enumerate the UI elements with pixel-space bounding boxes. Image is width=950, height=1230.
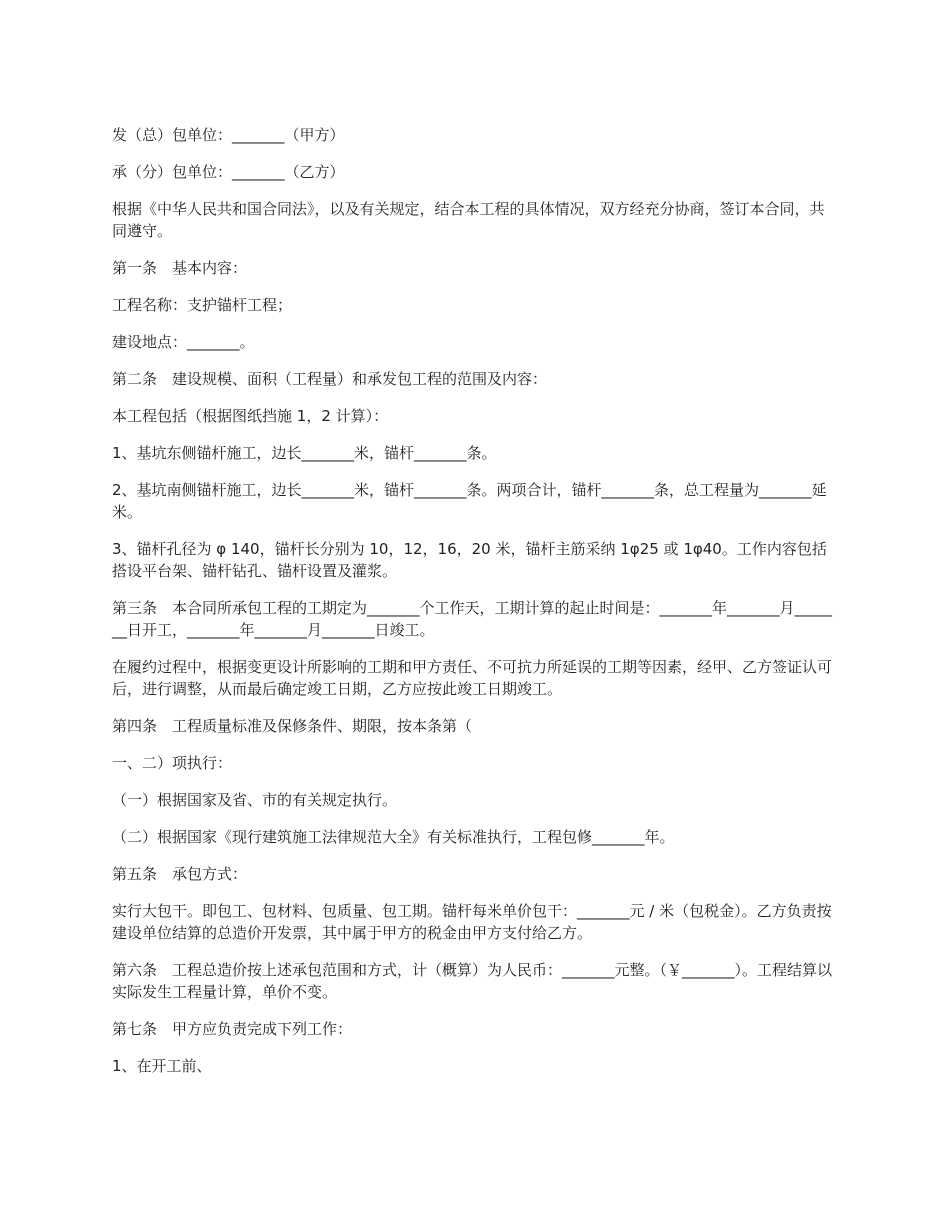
scope-item-2: 2、基坑南侧锚杆施工，边长_______米，锚杆_______条。两项合计，锚杆_______条，总工程量为_______延米。 — [112, 481, 827, 521]
scope-intro-line: 本工程包括（根据图纸挡施 1，2 计算）： — [112, 407, 389, 425]
article-1-heading: 第一条 基本内容： — [112, 259, 248, 277]
party-b-line: 承（分）包单位：_______（乙方） — [112, 163, 345, 181]
scope-item-1: 1、基坑东侧锚杆施工，边长_______米，锚杆_______条。 — [112, 444, 497, 462]
article-4-heading: 第四条 工程质量标准及保修条件、期限，按本条第（ — [112, 717, 473, 735]
project-name-line: 工程名称：支护锚杆工程； — [112, 296, 293, 314]
article-5-heading: 第五条 承包方式： — [112, 865, 248, 883]
preamble-paragraph: 根据《中华人民共和国合同法》，以及有关规定，结合本工程的具体情况，双方经充分协商，签订本合同，共同遵守。 — [112, 200, 825, 240]
article-7-heading: 第七条 甲方应负责完成下列工作： — [112, 1020, 353, 1038]
document-body — [112, 124, 838, 1092]
article-6-paragraph: 第六条 工程总造价按上述承包范围和方式，计（概算）为人民币：_______元整。（￥_______）。工程结算以实际发生工程量计算，单价不变。 — [112, 961, 833, 1001]
party-a-line: 发（总）包单位：_______（甲方） — [112, 126, 345, 144]
schedule-adjustment-paragraph: 在履约过程中，根据变更设计所影响的工期和甲方责任、不可抗力所延误的工期等因素，经甲、乙方签证认可后，进行调整，从而最后确定竣工日期，乙方应按此竣工日期竣工。 — [112, 658, 833, 698]
duty-item-1: 1、在开工前、 — [112, 1057, 212, 1075]
contract-method-paragraph: 实行大包干。即包工、包材料、包质量、包工期。锚杆每米单价包干：_______元 / 米（包税金）。乙方负责按建设单位结算的总造价开发票，其中属于甲方的税金由甲方支付给乙方。 — [112, 902, 832, 942]
scope-item-3: 3、锚杆孔径为 φ 140，锚杆长分别为 10，12，16，20 米，锚杆主筋采纳 1φ25 或 1φ40。工作内容包括搭设平台架、锚杆钻孔、锚杆设置及灌浆。 — [112, 540, 827, 580]
article-2-heading: 第二条 建设规模、面积（工程量）和承发包工程的范围及内容： — [112, 370, 548, 388]
article-4-continuation: 一、二）项执行： — [112, 754, 233, 772]
quality-item-1: （一）根据国家及省、市的有关规定执行。 — [112, 791, 398, 809]
quality-item-2: （二）根据国家《现行建筑施工法律规范大全》有关标准执行，工程包修_______年。 — [112, 828, 675, 846]
article-3-paragraph: 第三条 本合同所承包工程的工期定为_______个工作天，工期计算的起止时间是：_______年_______月_______日开工，_______年_______月_______日竣工。 — [112, 599, 833, 639]
project-location-line: 建设地点：_______。 — [112, 333, 255, 351]
